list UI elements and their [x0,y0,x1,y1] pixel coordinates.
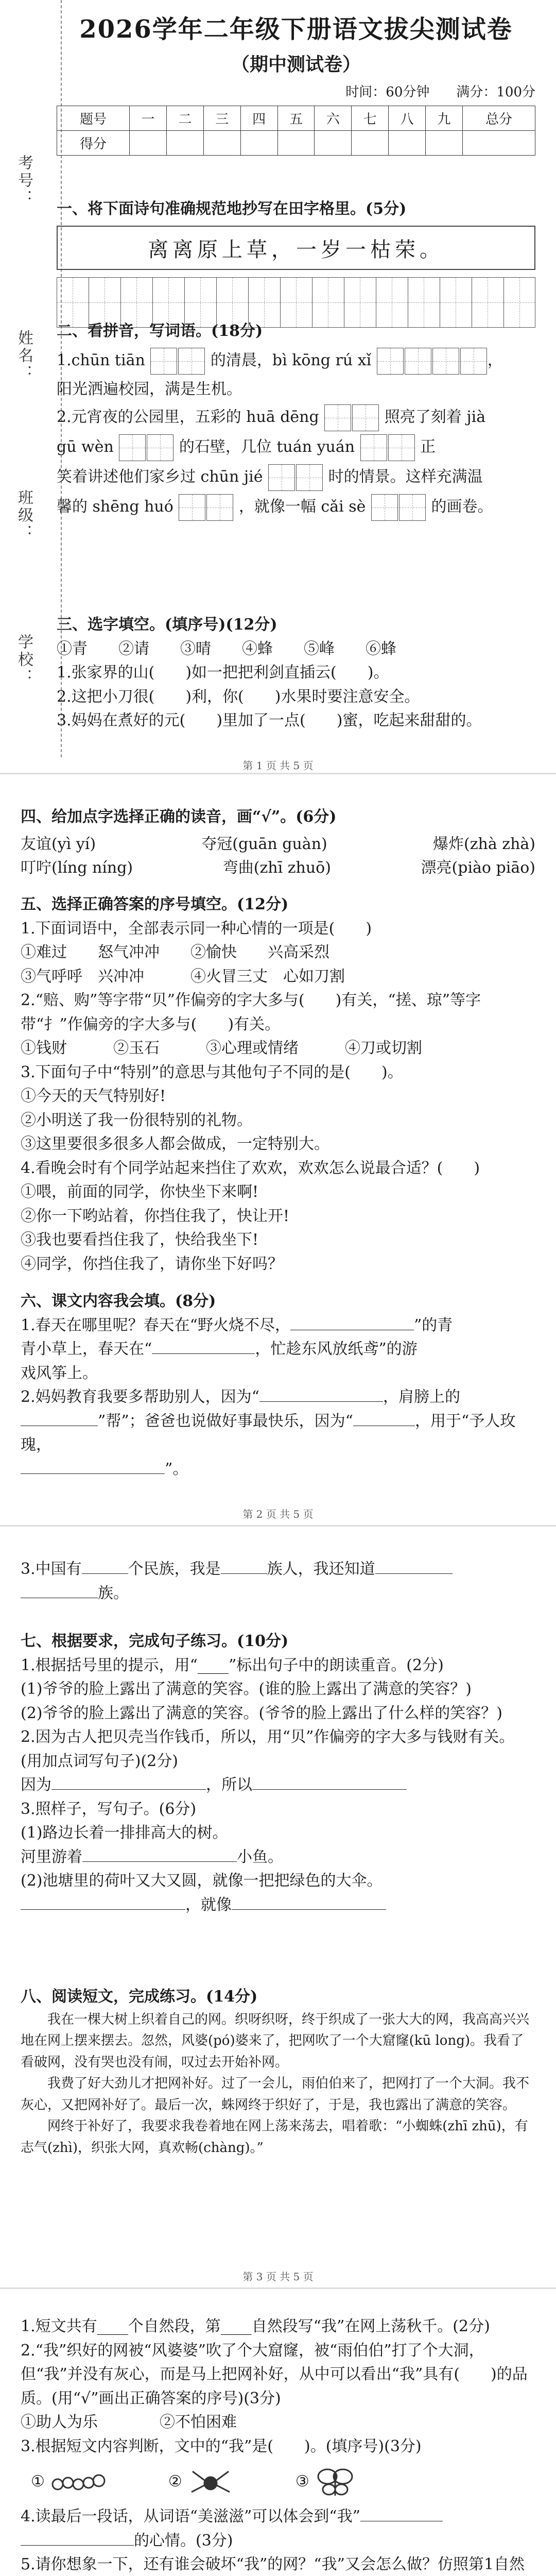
section-3 [57,613,535,733]
banji-label: 班级： [15,489,33,542]
section-6-heading: 六、课文内容我会填。(8分) [21,1292,216,1310]
section-8-heading: 八、阅读短文，完成练习。(14分) [21,1988,258,2006]
page-subtitle: （期中测试卷） [231,54,361,75]
page-1-footer: 第 1 页 共 5 页 [242,759,314,772]
spider-icon [187,2464,234,2500]
section-3-q2: 2.这把小刀很( )利，你( )水果时要注意安全。 [57,687,420,706]
xingming-label: 姓名： [15,330,33,382]
time-score: 时间：60分钟 满分：100分 [345,84,535,100]
kaohao-label: 考号： [15,155,33,207]
page-title: 2026学年二年级下册语文拔尖测试卷 [79,15,513,44]
page-2-footer: 第 2 页 共 5 页 [242,1508,314,1520]
section-5: 五、选择正确答案的序号填空。(12分) 1.下面词语中，全部表示同一种心情的一项是( ) ①难过 怒气冲冲 ②愉快 兴高采烈 ③气呼呼 兴冲冲 ④火冒三丈 心如刀割 2.“赔、购”等字带“贝”作偏旁的字大多与( )有关，“搓、琼”等字带“扌”作偏旁的字大多与( )有关。 ①钱财 ②玉石 ③心理或情绪 ④刀或切割 3.下面句子中“特别”的意思与其他句子不同的是( )。 ①今天的天气特别好! ②小明送了我一份很特别的礼物。 ③这里要很多很多人都会做成，一定特别大。 4.看晚会时有个同学站起来挡住了欢欢，欢欢怎么说最合适？( ) ①喂，前面的同学，你快坐下来啊! ②你一下哟站着，你挡住我了，快让开! ③我也要看挡住我了，快给我坐下! ④同学，你挡住我了，请你坐下好吗？ [21,893,535,1276]
page-1 [0,0,556,773]
page-2 [0,773,556,1525]
passage-p1: 我在一棵大树上织着自己的网。织呀织呀，终于织成了一张大大的网，我高高兴兴地在网上摆来摆去。忽然，风婆(pó)婆来了，把网吹了一个大窟窿(kū long)。我看了看破网，没有哭也没有闹，叹过去开始补网。 [21,2011,530,2070]
section-7-heading: 七、根据要求，完成句子练习。(10分) [21,1632,289,1650]
passage-p3: 网终于补好了，我要求我卷着地在网上荡来荡去，唱着歌：“小蜘蛛(zhī zhū)，有志气(zhì)，织张大网，真欢畅(chàng)。” [21,2119,528,2156]
page-3 [0,1525,556,2287]
section-1 [57,196,535,328]
section-1-heading: 一、将下面诗句准确规范地抄写在田字格里。(5分) [57,200,407,218]
section-7: 七、根据要求，完成句子练习。(10分) 1.根据括号里的提示，用“____”标出句子中的朗读重音。(2分) (1)爷爷的脸上露出了满意的笑容。(谁的脸上露出了满意的笑容？) (2)爷爷的脸上露出了满意的笑容。(爷爷的脸上露出了什么样的笑容？) 2.因为古人把贝壳当作钱币，所以，用“贝”作偏旁的字大多与钱财有关。(用加点词写句子)(2分) 因为 ，所以 3.照样子，写句子。(6分) (1)路边长着一排排高大的树。 河里游着 小鱼。 (2)池塘里的荷叶又大又圆，就像一把把绿色的大伞。 ，就像 [21,1630,535,1917]
header [57,9,535,156]
page-3-footer: 第 3 页 共 5 页 [242,2270,314,2283]
passage-p2: 我费了好大劲儿才把网补好。过了一会儿，雨伯伯来了，把网打了一个大洞。我不灰心，又把网补好了。最后一次，蛛网终于织好了，于是，我也露出了满意的笑容。 [21,2076,530,2113]
section-3-options: ①青 ②请 ③晴 ④蜂 ⑤峰 ⑥蜂 [57,639,396,658]
section-4: 四、给加点字选择正确的读音，画“√”。(6分) 友谊(yì yí) 夺冠(guān guàn) 爆炸(zhà zhà) 叮咛(líng níng) 弯曲(zhī zhuō) 漂亮(piào piāo) [21,805,535,880]
section-2: 二、看拼音，写词语。(18分) 1.chūn tiān 的清晨，bì kōng rú xǐ ， 阳光洒遍校园，满是生机。 2.元宵夜的公园里，五彩的 huā dēng 照亮了刻着 jià gū wèn 的石壁，几位 tuán yuán 正 笑着讲述他们家乡过 chūn jié 时的情景。这样充满温 馨的 shēng huó ，就像一幅 cǎi sè 的画卷。 [57,319,535,521]
section-4-heading: 四、给加点字选择正确的读音，画“√”。(6分) [21,808,337,826]
poem-model: 离离原上草，一岁一枯荣。 [57,226,535,270]
score-table [57,106,535,156]
creature-options: ① ② ③ [31,2464,535,2500]
binding-margin [0,0,62,757]
butterfly-icon [315,2464,356,2500]
page-4 [0,2287,556,2576]
section-6-cont: 3.中国有 个民族，我是 族人，我还知道 族。 [21,1557,535,1605]
section-2-heading: 二、看拼音，写词语。(18分) [57,322,263,340]
section-3-q1: 1.张家界的山( )如一把把利剑直插云( )。 [57,664,389,682]
section-8-questions: 1.短文共有____个自然段，第____自然段写“我”在网上荡秋千。(2分) 2.“我”织好的网被“风婆婆”吹了个大窟窿，被“雨伯伯”打了个大洞，但“我”并没有灰心，而是马上把网补好，从中可以看出“我”具有( )的品质。(用“√”画出正确答案的序号)(3分) ①助人为乐 ②不怕困难 3.根据短文内容判断，文中的“我”是( )。(填序号)(3分) ① ② ③ 4.读最后一段话，从词语“美滋滋”可以体会到“我” 的心情。(3分) 5.请你想象一下，还有谁会破坏“我”的网？“我”又会怎么做？仿照第1自然 [21,2315,535,2576]
xuexiao-label: 学校： [15,634,33,686]
section-8 [21,1985,535,2159]
section-3-q3: 3.妈妈在煮好的元( )里加了一点( )蜜，吃起来甜甜的。 [57,711,482,730]
caterpillar-icon [50,2466,107,2497]
section-5-heading: 五、选择正确答案的序号填空。(12分) [21,895,289,913]
section-6: 六、课文内容我会填。(8分) 1.春天在哪里呢？春天在“野火烧不尽， ”的青 青小草上，春天在“ ，忙趁东风放纸鸢”的游 戏风筝上。 2.妈妈教育我要多帮助别人，因为“ ，肩膀上的 ”帮”；爸爸也说做好事最快乐，因为“ ，用于“予人玫瑰， ”。 [21,1290,535,1481]
section-3-heading: 三、选字填空。(填序号)(12分) [57,616,277,634]
score-value-row: 得分 [57,131,535,156]
score-header-row: 题号 一 二 三 四 五 六 七 八 九 总分 [57,106,535,131]
